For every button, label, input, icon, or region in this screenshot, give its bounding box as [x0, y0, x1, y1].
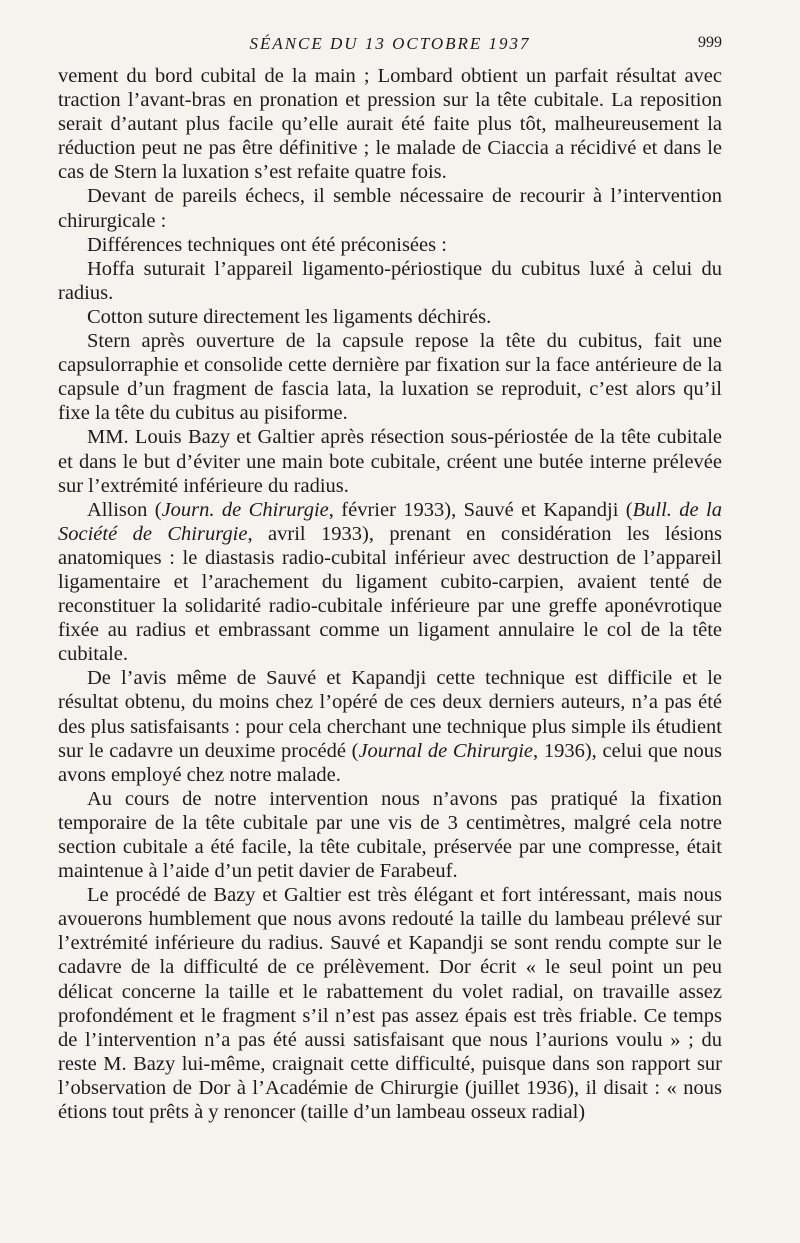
text-run: , février 1933), Sauvé et Kapandji (	[328, 498, 633, 521]
text-run: , avril 1933), prenant en considération les lésions anatomiques : le diastasis radio-cubital inférieur avec destruction de l’appareil ligamentaire et l’arachement du ligament cubito-carpien, avaient tenté de reconstituer la solidarité radio-cubitale inférieure par une greffe aponévrotique fixée au radius et embrassant comme un ligament annulaire le col de la tête cubitale.	[58, 522, 722, 666]
journal-citation: Journal de Chirurgie	[358, 739, 534, 762]
text-run: , 1936), celui que nous avons employé chez notre malade.	[58, 739, 722, 786]
paragraph: vement du bord cubital de la main ; Lombard obtient un parfait résultat avec traction l’avant-bras en pronation et pression sur la tête cubitale. La reposition serait d’autant plus facile qu’elle aurait été faite plus tôt, malheureusement la réduction peut ne pas être définitive ; le malade de Ciaccia a récidivé et dans le cas de Stern la luxation s’est refaite quatre fois.	[58, 65, 722, 184]
paragraph	[58, 666, 722, 786]
paragraph: Stern après ouverture de la capsule repose la tête du cubitus, fait une capsulorraphie et consolide cette dernière par fixation sur la face antérieure de la capsule d’un fragment de fascia lata, la luxation se reproduit, c’est alors qu’il fixe la tête du cubitus au pisiforme.	[58, 330, 722, 425]
paragraph: Cotton suture directement les ligaments déchirés.	[87, 305, 492, 328]
running-title: SÉANCE DU 13 OCTOBRE 1937	[249, 34, 531, 53]
text-run: De l’avis même de Sauvé et Kapandji cette technique est difficile et le résultat obtenu, du moins chez l’opéré de ces deux derniers auteurs, n’a pas été des plus satisfaisants : pour cela cherchant une technique plus simple ils étudient sur le cadavre un deuxime procédé (	[58, 667, 722, 762]
page-header	[58, 34, 722, 58]
journal-citation: Journ. de Chirurgie	[161, 498, 329, 521]
paragraph: Hoffa suturait l’appareil ligamento-périostique du cubitus luxé à celui du radius.	[58, 257, 722, 304]
text-run: Allison (	[87, 498, 162, 521]
page-number: 999	[698, 34, 722, 51]
paragraph: Au cours de notre intervention nous n’avons pas pratiqué la fixation temporaire de la tête cubitale par une vis de 3 centimètres, malgré cela notre section cubitale a été facile, la tête cubitale, préservée par une compresse, était maintenue à l’aide d’un petit davier de Farabeuf.	[58, 787, 722, 883]
journal-citation: Bull. de la Société de Chirurgie	[58, 498, 722, 545]
body-text	[58, 64, 722, 1124]
paragraph: Devant de pareils échecs, il semble nécessaire de recourir à l’intervention chirurgicale :	[58, 185, 722, 232]
paragraph: Le procédé de Bazy et Galtier est très élégant et fort intéressant, mais nous avouerons humblement que nous avons redouté la taille du lambeau prélevé sur l’extrémité inférieure du radius. Sauvé et Kapandji se sont rendu compte sur le cadavre de la difficulté de ce prélèvement. Dor écrit « le seul point un peu délicat concerne la taille et le rabattement du volet radial, on travaille assez profondément et le fragment s’il n’est pas assez épais est très friable. Ce temps de l’intervention n’a pas été aussi satisfaisant que nous l’aurions voulu » ; du reste M. Bazy lui-même, craignait cette difficulté, puisque dans son rapport sur l’observation de Dor à l’Académie de Chirurgie (juillet 1936), il disait : « nous étions tout prêts à y renoncer (taille d’un lambeau osseux radial)	[58, 884, 722, 1124]
paragraph: Différences techniques ont été préconisées :	[87, 233, 447, 256]
paragraph: MM. Louis Bazy et Galtier après résection sous-périostée de la tête cubitale et dans le but d’éviter une main bote cubitale, créent une butée interne prélevée sur l’extrémité inférieure du radius.	[58, 426, 722, 497]
paragraph	[58, 498, 722, 667]
